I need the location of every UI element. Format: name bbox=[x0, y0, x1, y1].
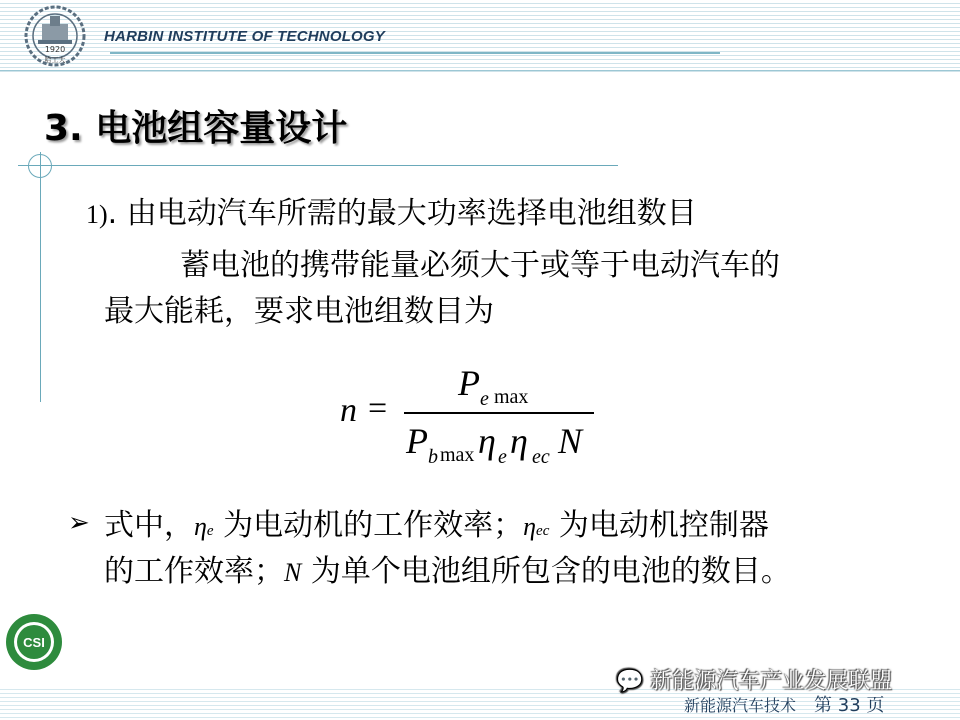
formula-denominator-sub2: max bbox=[440, 444, 475, 466]
explanation-eta-e-sub: e bbox=[206, 523, 214, 539]
seal-label: CSI bbox=[23, 635, 45, 650]
formula-lhs: n bbox=[340, 392, 357, 429]
seal-logo-icon bbox=[4, 612, 64, 672]
slide-title: 3. 电池组容量设计 bbox=[44, 108, 348, 149]
explanation-line-1 bbox=[104, 500, 769, 544]
wechat-watermark: 💬 新能源汽车产业发展联盟 bbox=[616, 669, 893, 694]
item-number: 1) bbox=[86, 200, 108, 229]
explanation-eta-e: η bbox=[194, 512, 207, 541]
item-heading: . 由电动汽车所需的最大功率选择电池组数目 bbox=[107, 196, 697, 231]
decor-horizontal-line bbox=[18, 165, 618, 166]
explanation-line2-end: 为单个电池组所包含的电池的数目。 bbox=[301, 554, 791, 589]
explanation-n: N bbox=[284, 558, 302, 587]
formula-equals: = bbox=[368, 390, 388, 427]
formula-numerator-p: P bbox=[458, 363, 480, 403]
formula-eta-e-sub: e bbox=[498, 446, 507, 468]
formula-numerator-sub2: max bbox=[494, 386, 529, 408]
formula-eta-ec: η bbox=[510, 421, 528, 461]
decor-circle bbox=[28, 154, 52, 178]
logo-text: 哈工大 bbox=[44, 56, 66, 64]
footer-page-number: 第 33 页 bbox=[814, 695, 885, 716]
formula-eta-e: η bbox=[478, 421, 496, 461]
formula-n: N bbox=[558, 421, 583, 461]
footer-text bbox=[684, 691, 884, 717]
fraction-bar bbox=[404, 412, 594, 414]
explanation-part1: 为电动机的工作效率； bbox=[213, 508, 524, 543]
formula-denominator-sub: b bbox=[428, 446, 438, 468]
university-logo-icon bbox=[12, 4, 98, 68]
formula-numerator-sub: e bbox=[480, 388, 489, 410]
formula-eta-ec-sub: ec bbox=[532, 446, 550, 468]
explanation-prefix: 式中， bbox=[104, 508, 194, 543]
decor-vertical-line bbox=[40, 152, 41, 402]
explanation-part2: 为电动机控制器 bbox=[549, 508, 769, 543]
paragraph-line-1: 蓄电池的携带能量必须大于或等于电动汽车的 bbox=[180, 248, 780, 283]
header-rule bbox=[110, 52, 720, 54]
explanation-line-2 bbox=[104, 546, 791, 590]
paragraph-line-2: 最大能耗，要求电池组数目为 bbox=[104, 294, 494, 329]
footer-course: 新能源汽车技术 bbox=[684, 696, 797, 715]
item-heading-line bbox=[86, 188, 697, 232]
formula-denominator-p: P bbox=[406, 421, 428, 461]
explanation-eta-ec: η bbox=[523, 512, 537, 541]
logo-year: 1920 bbox=[44, 45, 66, 54]
bullet-arrow-icon: ➢ bbox=[68, 508, 90, 538]
explanation-line2-start: 的工作效率； bbox=[104, 554, 284, 589]
institute-name: HARBIN INSTITUTE OF TECHNOLOGY bbox=[104, 28, 385, 45]
header-bottom-rule bbox=[0, 70, 960, 71]
explanation-eta-ec-sub: ec bbox=[536, 523, 550, 539]
watermark-text: 新能源汽车产业发展联盟 bbox=[650, 669, 893, 694]
